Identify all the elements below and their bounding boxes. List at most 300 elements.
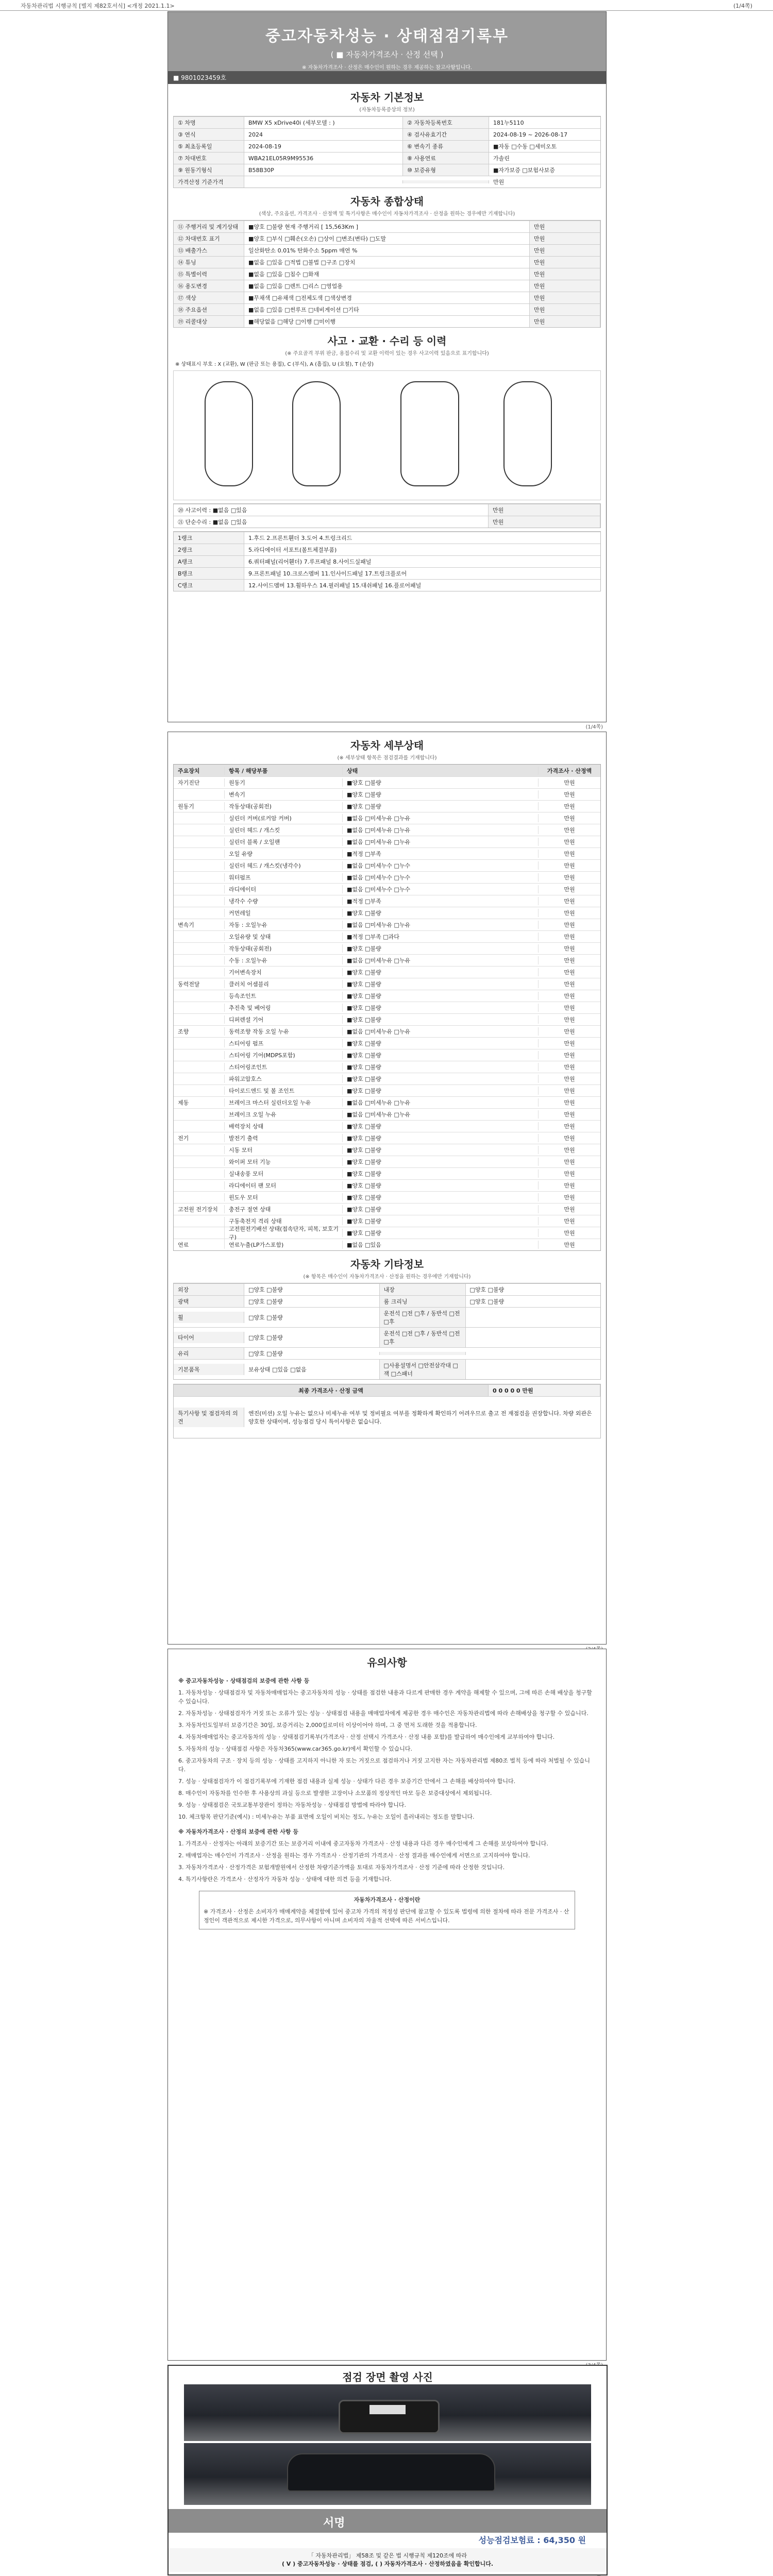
detail-state: ■없음 □미세누유 □누유 [342, 1027, 538, 1036]
detail-state: ■없음 □미세누수 □누수 [342, 885, 538, 893]
status-key: ⑱ 주요옵션 [174, 304, 244, 315]
status-key: ⑬ 배출가스 [174, 245, 244, 256]
detail-row [174, 1108, 600, 1120]
detail-row [174, 966, 600, 978]
notice-item: 2. 매매업자는 매수인이 가격조사 · 산정을 원하는 경우 가격조사 · 산정기관의 가격조사 · 산정 결과를 매수인에게 서면으로 고지하여야 합니다. [178, 1852, 530, 1859]
detail-item: 스티어링 기어(MDPS포함) [224, 1051, 342, 1059]
accident-history: ⑳ 사고이력 : ■없음 □있음 [178, 507, 247, 514]
status-key: ⑭ 튜닝 [174, 257, 244, 268]
detail-price: 만원 [538, 968, 600, 976]
other-value2 [466, 1336, 601, 1339]
parts-items: 5.라디에이터 서포트(볼트체결부품) [248, 547, 337, 553]
accident-legend: ※ 상태표시 부호 : X (교환), W (판금 또는 용접), C (부식), A (흠집), U (요철), T (손상) [175, 362, 374, 367]
detail-price: 만원 [538, 921, 600, 929]
detail-row [174, 978, 600, 990]
basic-value [244, 180, 402, 183]
header-band [168, 12, 606, 71]
status-value: ■없음 □있음 □적법 □불법 □구조 □장치 [248, 259, 356, 266]
basic-info-note: (자동차등록증상의 정보) [359, 107, 415, 113]
detail-row [174, 942, 600, 954]
detail-item: 실린더 커버(로커암 커버) [224, 814, 342, 822]
notice-item: 2. 자동차성능 · 상태점검자가 거짓 또는 오류가 있는 성능 · 상태점검 내용을 매매업자에게 제공한 경우 매수인은 자동차관리법에 따라 손해배상을 청구할 수 있습니다. [178, 1710, 589, 1717]
notice-item: 7. 성능 · 상태점검자가 이 점검기록부에 기재한 점검 내용과 실제 성능 · 상태가 다른 경우 보증기간 안에서 그 손해를 배상하여야 합니다. [178, 1778, 516, 1785]
page-indicator: (1/4쪽) [733, 3, 752, 9]
status-value: ■해당없음 □해당 □이행 □미이행 [248, 318, 335, 325]
detail-price: 만원 [538, 802, 600, 810]
detail-price: 만원 [538, 933, 600, 941]
status-key: ⑪ 주행거리 및 계기상태 [174, 221, 244, 232]
other-value: □양호 □불량 [248, 1314, 283, 1321]
status-key: ⑯ 용도변경 [174, 280, 244, 292]
detail-row [174, 1073, 600, 1084]
simple-repair: ㉑ 단순수리 : ■없음 □있음 [178, 519, 247, 526]
detail-state: ■없음 □미세누유 □누유 [342, 826, 538, 834]
detail-price: 만원 [538, 1039, 600, 1047]
car-underside-shape [287, 2453, 495, 2492]
other-key: 외장 [174, 1284, 244, 1295]
detail-row [174, 954, 600, 966]
detail-row [174, 883, 600, 895]
detail-state: ■양호 □불량 [342, 1122, 538, 1130]
status-price: 만원 [529, 245, 600, 256]
detail-price: 만원 [538, 1181, 600, 1190]
detail-group: 연료 [178, 1242, 189, 1248]
status-table [173, 220, 601, 328]
status-value: ■양호 □불량 현재 주행거리 [ 15,563Km ] [248, 224, 359, 230]
notice-item: 5. 자동차의 성능 · 상태점검 사항은 자동차365(www.car365.go.kr)에서 확인할 수 있습니다. [178, 1745, 412, 1752]
detail-item: 클러치 어셈블리 [224, 980, 342, 988]
final-price [173, 1384, 601, 1438]
basic-key2: ⑥ 변속기 종류 [402, 141, 489, 152]
other-value: □양호 □불량 [248, 1286, 283, 1293]
other-key2: □사용설명서 □안전삼각대 □잭 □스패너 [379, 1360, 466, 1379]
detail-state: ■없음 □미세누유 □누유 [342, 814, 538, 822]
detail-state: ■양호 □불량 [342, 968, 538, 976]
detail-price: 만원 [538, 992, 600, 1000]
other-key2: 운전석 □전 □후 / 동반석 □전 □후 [379, 1328, 466, 1347]
other-key: 유리 [174, 1348, 244, 1359]
detail-state: ■양호 □불량 [342, 1193, 538, 1201]
other-row [174, 1307, 600, 1327]
basic-key: ③ 연식 [174, 129, 244, 140]
basic-value2: 181누5110 [493, 120, 524, 126]
detail-row [174, 1191, 600, 1203]
detail-item: 실린더 헤드 / 개스킷(냉각수) [224, 861, 342, 870]
other-value2 [466, 1316, 601, 1319]
detail-row [174, 1025, 600, 1037]
header-note: ※ 자동차가격조사 · 산정은 매수인이 원하는 경우 제공하는 참고사항입니다. [302, 65, 472, 71]
detail-state: ■양호 □불량 [342, 1158, 538, 1166]
detail-row [174, 776, 600, 788]
status-row [174, 256, 600, 268]
detail-item: 냉각수 수량 [224, 897, 342, 905]
detail-row [174, 1132, 600, 1144]
car-side-right [503, 381, 552, 486]
detail-row [174, 895, 600, 907]
detail-item: 윈도우 모터 [224, 1193, 342, 1201]
detail-price: 만원 [538, 897, 600, 905]
detail-state: ■양호 □불량 [342, 1015, 538, 1024]
footer-confirm: ( V ) 중고자동차성능 · 상태를 점검, ( ) 자동차가격조사 · 산정하였음을 확인합니다. [281, 2561, 494, 2567]
detail-group: 동력전달 [178, 981, 200, 988]
detail-state: ■없음 □미세누유 □누유 [342, 921, 538, 929]
registration-number: ■ 9801023459호 [168, 71, 606, 84]
detail-state: ■없음 □미세누유 □누유 [342, 956, 538, 964]
detail-row [174, 1061, 600, 1073]
parts-rank: 1랭크 [174, 532, 244, 544]
detail-row [174, 800, 600, 812]
notice-item: 6. 중고자동차의 구조 · 장치 등의 성능 · 상태를 고지하지 아니한 자 또는 거짓으로 점검하거나 거짓 고지한 자는 자동차관리법 제80조 벌칙 등에 따라 처벌될 수 있습니다. [178, 1757, 590, 1773]
detail-state: ■양호 □불량 [342, 1004, 538, 1012]
basic-row [174, 176, 600, 188]
status-value: ■없음 □있음 □썬루프 □네비게이션 □기타 [248, 307, 359, 313]
basic-row [174, 116, 600, 128]
license-plate [369, 2405, 406, 2414]
other-row [174, 1295, 600, 1307]
basic-row [174, 164, 600, 176]
detail-row [174, 859, 600, 871]
detail-row [174, 836, 600, 848]
parts-rank: C랭크 [174, 580, 244, 591]
status-value: ■없음 □있음 □렌트 □리스 □영업용 [248, 283, 343, 290]
document-subtitle: ( ■ 자동차가격조사 · 산정 선택 ) [330, 50, 444, 59]
notice-item: 4. 특기사항란은 가격조사 · 산정자가 자동차 성능 · 상태에 대한 의견 등을 기재합니다. [178, 1876, 392, 1883]
other-key2: 룸 크리닝 [379, 1296, 466, 1307]
status-row [174, 268, 600, 280]
detail-item: 작동상태(공회전) [224, 944, 342, 953]
detail-state: ■양호 □불량 [342, 1205, 538, 1213]
other-row [174, 1359, 600, 1379]
detail-row [174, 1120, 600, 1132]
detail-item: 스티어링조인트 [224, 1063, 342, 1071]
signature-band [169, 2509, 607, 2533]
document-title: 중고자동차성능 · 상태점검기록부 [265, 27, 509, 45]
status-price: 만원 [529, 221, 600, 232]
status-value: ■없음 □있음 □침수 □화재 [248, 271, 320, 278]
page-number [586, 2574, 603, 2576]
detail-state: ■양호 □불량 [342, 1087, 538, 1095]
page-4 [167, 2365, 608, 2575]
detail-item: 구동축전지 격리 상태 [224, 1217, 342, 1225]
status-row [174, 244, 600, 256]
basic-value2: 가솔린 [493, 155, 510, 162]
special-text: 엔진(미션) 오일 누유는 없으나 미세누유 여부 및 정비필요 여부를 정확하게 확인하기 어려우므로 출고 전 재점검을 권장합니다. 차량 외관은 양호한 상태이며, 성능점검 당시 특이사항은 없습니다. [248, 1410, 592, 1425]
detail-row [174, 1167, 600, 1179]
detail-state: ■양호 □불량 [342, 992, 538, 1000]
detail-price: 만원 [538, 1229, 600, 1237]
status-price: 만원 [529, 304, 600, 315]
detail-state: ■양호 □불량 [342, 1039, 538, 1047]
other-value2 [466, 1352, 601, 1355]
basic-info-title: 자동차 기본정보 [350, 91, 424, 104]
detail-state: ■양호 □불량 [342, 778, 538, 787]
basic-value2: 만원 [493, 179, 505, 185]
detail-state: ■양호 □불량 [342, 1181, 538, 1190]
detail-header: 주요장치 항목 / 해당부품 상태 가격조사 · 산정액 [174, 765, 600, 776]
document-topbar [0, 0, 773, 11]
detail-item: 원동기 [224, 778, 342, 787]
status-price: 만원 [529, 292, 600, 303]
parts-items: 12.사이드멤버 13.휠하우스 14.필러패널 15.대쉬패널 16.플로어패널 [248, 582, 422, 589]
detail-row [174, 788, 600, 800]
other-title: 자동차 기타정보 [350, 1258, 424, 1270]
other-table [173, 1283, 601, 1380]
detail-row [174, 990, 600, 1002]
detail-item: 타이로드엔드 및 볼 조인트 [224, 1087, 342, 1095]
detail-item: 기어변속장치 [224, 968, 342, 976]
detail-state: ■없음 □미세누수 □누수 [342, 873, 538, 882]
basic-row [174, 152, 600, 164]
detail-row [174, 1179, 600, 1191]
detail-item: 브레이크 마스터 실린더오일 누유 [224, 1098, 342, 1107]
detail-price: 만원 [538, 790, 600, 799]
status-title: 자동차 종합상태 [350, 195, 424, 208]
detail-price: 만원 [538, 1004, 600, 1012]
detail-item: 오일유량 및 상태 [224, 933, 342, 941]
detail-row [174, 1037, 600, 1049]
other-value2 [466, 1368, 601, 1371]
basic-key: 가격산정 기준가격 [174, 176, 244, 188]
detail-item: 등속조인트 [224, 992, 342, 1000]
parts-items: 1.후드 2.프론트휀더 3.도어 4.트렁크리드 [248, 535, 352, 541]
page-1 [167, 11, 607, 730]
detail-item: 커먼레일 [224, 909, 342, 917]
detail-item: 오일 유량 [224, 850, 342, 858]
detail-price: 만원 [538, 1110, 600, 1118]
status-value: ■양호 □부식 □훼손(오손) □상이 □변조(변타) □도말 [248, 235, 386, 242]
detail-state: ■없음 □있음 [342, 1241, 538, 1249]
detail-state: ■양호 □불량 [342, 790, 538, 799]
detail-state: ■양호 □불량 [342, 1051, 538, 1059]
detail-row [174, 1002, 600, 1013]
detail-price: 만원 [538, 1051, 600, 1059]
basic-key2: ⑧ 사용연료 [402, 152, 489, 164]
other-key2: 운전석 □전 □후 / 동반석 □전 □후 [379, 1308, 466, 1327]
notice-item: 3. 자동차가격조사 · 산정가격은 보험개발원에서 산정한 차량기준가액을 토대로 자동차가격조사 · 산정 기준에 따라 산정한 것입니다. [178, 1864, 505, 1871]
detail-price: 만원 [538, 861, 600, 870]
detail-row [174, 848, 600, 859]
car-frame-view [400, 381, 459, 486]
detail-state: ■양호 □불량 [342, 1075, 538, 1083]
detail-state: ■양호 □불량 [342, 944, 538, 953]
basic-key: ① 차명 [174, 117, 244, 128]
detail-title: 자동차 세부상태 [350, 739, 424, 752]
basic-value2: ■자동 □수동 □세미오토 [493, 143, 557, 150]
notice-item: 10. 체크항목 판단기준(예시) : 미세누유는 부품 표면에 오일이 비치는 정도, 누유는 오일이 흘러내리는 정도를 말합니다. [178, 1814, 475, 1820]
detail-row [174, 1239, 600, 1250]
detail-state: ■없음 □미세누유 □누유 [342, 1110, 538, 1118]
detail-item: 고전원전기배선 상태(접속단자, 피복, 보호기구) [224, 1225, 342, 1241]
detail-row [174, 1144, 600, 1156]
basic-row [174, 128, 600, 140]
detail-state: ■양호 □불량 [342, 1170, 538, 1178]
status-key: ⑰ 색상 [174, 292, 244, 303]
basic-value: WBA21EL05R9M95536 [248, 155, 314, 162]
detail-price: 만원 [538, 1015, 600, 1024]
detail-row [174, 824, 600, 836]
detail-row [174, 1013, 600, 1025]
detail-item: 변속기 [224, 790, 342, 799]
detail-item: 자동 : 오일누유 [224, 921, 342, 929]
detail-group: 원동기 [178, 803, 194, 810]
detail-item: 스티어링 펌프 [224, 1039, 342, 1047]
detail-row [174, 919, 600, 930]
detail-price: 만원 [538, 1241, 600, 1249]
other-key: 기본품목 [174, 1364, 244, 1375]
status-price: 만원 [529, 280, 600, 292]
detail-price: 만원 [538, 1217, 600, 1225]
other-note: (※ 항목은 매수인이 자동차가격조사 · 산정을 원하는 경우에만 기재합니다) [303, 1274, 471, 1280]
signature-label: 서명 [323, 2517, 345, 2530]
detail-row [174, 812, 600, 824]
detail-price: 만원 [538, 944, 600, 953]
detail-price: 만원 [538, 980, 600, 988]
page-2 [167, 732, 607, 1645]
detail-item: 충전구 절연 상태 [224, 1205, 342, 1213]
detail-price: 만원 [538, 885, 600, 893]
detail-state: ■적정 □부족 [342, 850, 538, 858]
detail-item: 배력장치 상태 [224, 1122, 342, 1130]
other-key: 광택 [174, 1296, 244, 1307]
detail-state: ■없음 □미세누유 □누유 [342, 838, 538, 846]
detail-item: 와이퍼 모터 기능 [224, 1158, 342, 1166]
other-value: □양호 □불량 [248, 1334, 283, 1341]
basic-row [174, 140, 600, 152]
detail-price: 만원 [538, 873, 600, 882]
detail-price: 만원 [538, 1087, 600, 1095]
page-3 [167, 1649, 607, 2361]
detail-group: 자기진단 [178, 779, 200, 786]
detail-state: ■양호 □불량 [342, 1063, 538, 1071]
detail-state: ■양호 □불량 [342, 1229, 538, 1237]
detail-item: 연료누출(LP가스포함) [224, 1241, 342, 1249]
parts-row [174, 544, 600, 555]
detail-row [174, 907, 600, 919]
basic-value: BMW X5 xDrive40i (세부모델 : ) [248, 120, 335, 126]
footer-law: 「 자동차관리법」 제58조 및 같은 법 시행규칙 제120조에 따라 [308, 2552, 467, 2559]
detail-item: 작동상태(공회전) [224, 802, 342, 810]
detail-row [174, 1156, 600, 1167]
other-key: 타이어 [174, 1332, 244, 1343]
parts-rank: 2랭크 [174, 544, 244, 555]
basic-info-table [173, 116, 601, 188]
notice-item: 4. 자동차매매업자는 중고자동차의 성능 · 상태점검기록부(가격조사 · 산정 선택시 가격조사 · 산정 내용 포함)를 발급하여 매수인에게 교부하여야 합니다. [178, 1734, 555, 1740]
basic-value: 2024-08-19 [248, 143, 281, 150]
car-top-view [292, 381, 341, 486]
detail-row [174, 871, 600, 883]
status-note: (색상, 주요옵션, 가격조사 · 산정액 및 특기사항은 매수인이 자동차가격조사 · 산정을 원하는 경우에만 기재합니다) [259, 211, 515, 217]
detail-state: ■양호 □불량 [342, 909, 538, 917]
notice-section-1: ※ 중고자동차성능 · 상태점검의 보증에 관한 사항 등 1. 자동차성능 · 상태점검자 및 자동차매매업자는 중고자동차의 성능 · 상태를 점검한 내용과 다르게 판매한 경우 계약을 해제할 수 있으며, 그에 따른 손해 배상을 청구할 수 있습니다. 2. 자동차성능 · 상태점검자가 거짓 또는 오류가 있는 성능 · 상태점검 내용을 매매업자에게 제공한 경우 매수인은 자동차관리법에 따라 손해배상을 청구할 수 있습니다. 3. 자동차인도일부터 보증기간은 30일, 보증거리는 2,000킬로미터 이상이어야 하며, 그 중 먼저 도래한 것을 적용합니다. 4. 자동차매매업자는 중고자동차의 성능 · 상태점검기록부(가격조사 · 산정 선택시 가격조사 · 산정 내용 포함)를 발급하여 매수인에게 교부하여야 합니다. 5. 자동차의 성능 · 상태점검 사항은 자동차365(www.car365.go.kr)에서 확인할 수 있습니다. 6. 중고자동차의 구조 · 장치 등의 성능 · 상태를 고지하지 아니한 자 또는 거짓으로 점검하거나 거짓 고지한 자는 자동차관리법 제80조 벌칙 등에 따라 처벌될 수 있습니다. 7. 성능 · 상태점검자가 이 점검기록부에 기재한 점검 내용과 실제 성능 · 상태가 다른 경우 보증기간 안에서 그 손해를 배상하여야 합니다. 8. 매수인이 자동차를 인수한 후 사용상의 과실 등으로 발생한 고장이나 소모품의 정상적인 마모 등은 보증대상에서 제외됩니다. 9. 성능 · 상태점검은 국토교통부장관이 정하는 자동차성능 · 상태점검 방법에 따라야 합니다. 10. 체크항목 판단기준(예시) : 미세누유는 부품 표면에 오일이 비치는 정도, 누유는 오일이 흘러내리는 정도를 말합니다. ※ 자동차가격조사 · 산정의 보증에 관한 사항 등 1. 가격조사 · 산정자는 아래의 보증기간 또는 보증거리 이내에 중고자동차 가격조사 · 산정 내용과 다른 경우 매수인에게 그 손해를 보상하여야 합니다. 2. 매매업자는 매수인이 가격조사 · 산정을 원하는 경우 가격조사 · 산정기관의 가격조사 · 산정 결과를 매수인에게 서면으로 고지하여야 합니다. 3. 자동차가격조사 · 산정가격은 보험개발원에서 산정한 차량기준가액을 토대로 자동차가격조사 · 산정 기준에 따라 산정한 것입니다. 4. 특기사항란은 가격조사 · 산정자가 자동차 성능 · 상태에 대한 의견 등을 기재합니다. 자동차가격조사 · 산정이란 ※ 가격조사 · 산정은 소비자가 매매계약을 체결함에 있어 중고차 가격의 적정성 판단에 참고할 수 있도록 법령에 의한 절차에 따라 전문 가격조사 · 산정인이 객관적으로 제시한 가격으로, 의무사항이 아니며 소비자의 자율적 선택에 따른 서비스입니다. [168, 1670, 606, 1940]
detail-table [173, 764, 601, 1251]
basic-value: B58B30P [248, 166, 274, 174]
detail-price: 만원 [538, 778, 600, 787]
detail-price: 만원 [538, 826, 600, 834]
detail-group: 전기 [178, 1135, 189, 1142]
final-price-value: 0 0 0 0 0 만원 [488, 1385, 600, 1396]
parts-table [173, 531, 601, 591]
status-value: 일산화탄소 0.01% 탄화수소 5ppm 매연 % [248, 247, 358, 254]
detail-item: 라디에이터 [224, 885, 342, 893]
detail-price: 만원 [538, 909, 600, 917]
detail-item: 발전기 출력 [224, 1134, 342, 1142]
detail-state: ■양호 □불량 [342, 802, 538, 810]
other-value: □양호 □불량 [248, 1298, 283, 1305]
detail-row [174, 1203, 600, 1215]
detail-price: 만원 [538, 1193, 600, 1201]
form-reference: 자동차관리법 시행규칙 [별지 제82호서식] <개정 2021.1.1> [21, 3, 175, 9]
detail-group: 조향 [178, 1028, 189, 1035]
photo-title: 점검 장면 촬영 사진 [342, 2371, 433, 2383]
detail-item: 실린더 블록 / 오일팬 [224, 838, 342, 846]
other-row [174, 1327, 600, 1347]
status-row [174, 280, 600, 292]
status-row [174, 232, 600, 244]
accident-title: 사고 · 교환 · 수리 등 이력 [327, 335, 447, 347]
detail-item: 동력조향 작동 오일 누유 [224, 1027, 342, 1036]
accident-note: (※ 주요골격 부위 판금, 용접수리 및 교환 이력이 있는 경우 사고이력 있음으로 표기합니다) [285, 351, 489, 357]
parts-items: 6.쿼터패널(리어휀더) 7.루프패널 8.사이드실패널 [248, 558, 372, 565]
detail-group: 변속기 [178, 922, 194, 928]
detail-item: 파워고압호스 [224, 1075, 342, 1083]
status-row [174, 221, 600, 232]
notice-item: 9. 성능 · 상태점검은 국토교통부장관이 정하는 자동차성능 · 상태점검 방법에 따라야 합니다. [178, 1802, 406, 1808]
other-value2: □양호 □불량 [469, 1286, 505, 1293]
detail-item: 디퍼렌셜 기어 [224, 1015, 342, 1024]
detail-item: 수동 : 오일누유 [224, 956, 342, 964]
detail-item: 실내송풍 모터 [224, 1170, 342, 1178]
detail-price: 만원 [538, 1170, 600, 1178]
detail-price: 만원 [538, 1158, 600, 1166]
basic-key2 [402, 180, 489, 183]
status-value: ■무채색 □유채색 □전체도색 □색상변경 [248, 295, 352, 301]
notice-item: 3. 자동차인도일부터 보증기간은 30일, 보증거리는 2,000킬로미터 이상이어야 하며, 그 중 먼저 도래한 것을 적용합니다. [178, 1722, 477, 1728]
parts-row [174, 567, 600, 579]
price-info-box: 자동차가격조사 · 산정이란 ※ 가격조사 · 산정은 소비자가 매매계약을 체결함에 있어 중고차 가격의 적정성 판단에 참고할 수 있도록 법령에 의한 절차에 따라 전문 가격조사 · 산정인이 객관적으로 제시한 가격으로, 의무사항이 아니며 소비자의 자율적 선택에 따른 서비스입니다. [199, 1891, 575, 1929]
detail-price: 만원 [538, 1075, 600, 1083]
basic-key: ⑦ 차대번호 [174, 152, 244, 164]
status-row [174, 315, 600, 327]
insurance-fee: 성능점검보험료 : 64,350 원 [478, 2535, 586, 2545]
detail-group: 고전원 전기장치 [178, 1206, 218, 1213]
detail-item: 시동 모터 [224, 1146, 342, 1154]
status-price: 만원 [529, 257, 600, 268]
basic-value2: ■자가보증 □보험사보증 [493, 167, 555, 174]
basic-key2: ⑩ 보증유형 [402, 164, 489, 176]
detail-row [174, 1049, 600, 1061]
detail-price: 만원 [538, 1098, 600, 1107]
other-key: 휠 [174, 1312, 244, 1323]
detail-state: ■없음 □미세누유 □누유 [342, 1098, 538, 1107]
detail-state: ■적정 □부족 [342, 897, 538, 905]
detail-note: (※ 세부상태 항목은 점검결과를 기재합니다) [337, 755, 437, 761]
detail-state: ■없음 □미세누수 □누수 [342, 861, 538, 870]
other-value: 보유상태 □있음 □없음 [248, 1366, 307, 1373]
basic-key: ⑤ 최초등록일 [174, 141, 244, 152]
detail-price: 만원 [538, 814, 600, 822]
other-key2 [379, 1352, 466, 1355]
detail-price: 만원 [538, 850, 600, 858]
detail-item: 실린더 헤드 / 개스킷 [224, 826, 342, 834]
detail-row [174, 1227, 600, 1239]
notice-item: 1. 가격조사 · 산정자는 아래의 보증기간 또는 보증거리 이내에 중고자동차 가격조사 · 산정 내용과 다른 경우 매수인에게 그 손해를 보상하여야 합니다. [178, 1840, 548, 1847]
status-key: ⑮ 특별이력 [174, 268, 244, 280]
accident-summary: ⑳ 사고이력 : ■없음 □있음 만원 ㉑ 단순수리 : ■없음 □있음 만원 [173, 503, 601, 528]
basic-key2: ④ 검사유효기간 [402, 129, 489, 140]
status-price: 만원 [529, 316, 600, 327]
inspection-photo-front [184, 2384, 591, 2441]
status-price: 만원 [529, 233, 600, 244]
